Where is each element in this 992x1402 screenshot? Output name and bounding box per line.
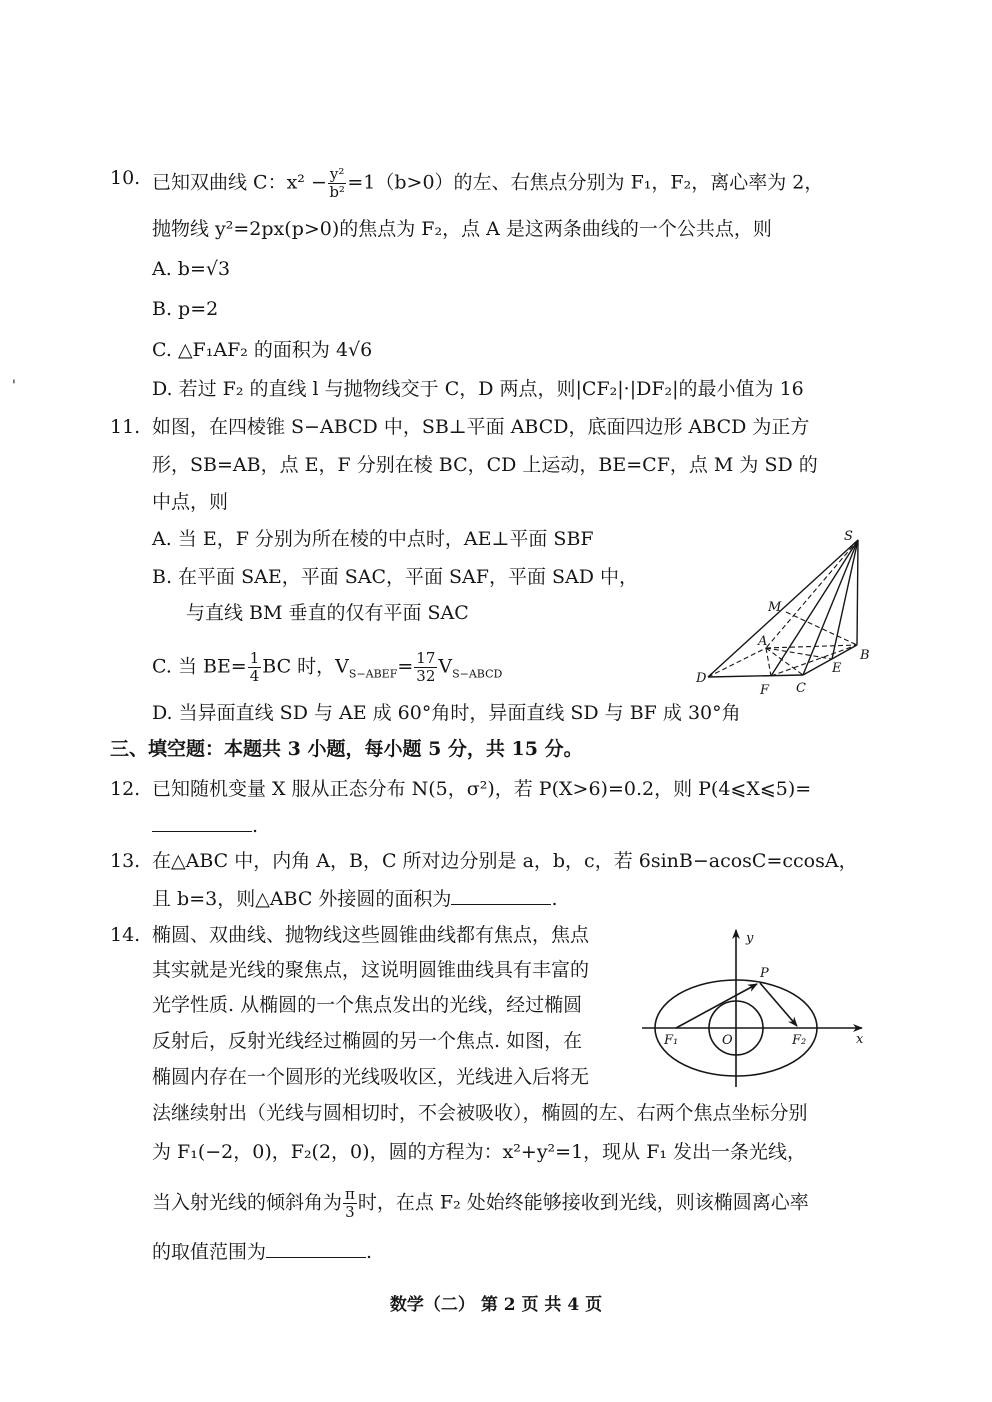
question-stem-line: 其实就是光线的聚焦点，这说明圆锥曲线具有丰富的 [152, 959, 590, 981]
period: . [551, 888, 558, 910]
option-b-continued: 与直线 BM 垂直的仅有平面 SAC [186, 602, 469, 624]
option-d: D. 若过 F₂ 的直线 l 与抛物线交于 C，D 两点，则|CF₂|·|DF₂|的最小值为 16 [152, 378, 804, 400]
subscript: S−ABEF [348, 667, 398, 681]
numerator: π [345, 1185, 355, 1203]
label-c: C [796, 681, 806, 696]
question-stem [152, 166, 823, 201]
question-stem-line: 在△ABC 中，内角 A，B，C 所对边分别是 a，b，c，若 6sinB−acosC=ccosA， [152, 850, 858, 872]
question-number: 10. [110, 167, 141, 189]
question-stem-line: 为 F₁(−2，0)，F₂(2，0)，圆的方程为：x²+y²=1，现从 F₁ 发出一条光线， [152, 1141, 807, 1163]
denominator: 32 [416, 667, 436, 685]
label-b: B [860, 648, 870, 663]
margin-mark: ' [12, 378, 16, 394]
label-s: S [844, 529, 853, 544]
question-stem-line: 椭圆、双曲线、抛物线这些圆锥曲线都有焦点，焦点 [152, 924, 590, 946]
text: 当入射光线的倾斜角为 [152, 1191, 343, 1214]
subscript: S−ABCD [452, 667, 503, 681]
fraction [248, 650, 262, 685]
question-stem-line [152, 886, 557, 911]
text: C. 当 BE= [152, 655, 247, 678]
label-p: P [760, 966, 769, 981]
numerator: 17 [416, 649, 436, 667]
option-b: B. p=2 [152, 298, 219, 320]
question-stem-line: 中点，则 [152, 491, 229, 513]
label-f2: F₂ [792, 1033, 807, 1048]
option-b: B. 在平面 SAE，平面 SAC，平面 SAF，平面 SAD 中， [152, 566, 639, 588]
option-a: A. 当 E，F 分别为所在棱的中点时，AE⊥平面 SBF [152, 528, 594, 550]
section-heading: 三、填空题：本题共 3 小题，每小题 5 分，共 15 分。 [110, 738, 583, 760]
question-stem-line: 形，SB=AB，点 E，F 分别在棱 BC，CD 上运动，BE=CF，点 M 为 SD 的 [152, 454, 818, 476]
fraction [328, 166, 347, 201]
question-stem-line [152, 1186, 809, 1221]
stem-text: =1（b>0）的左、右焦点分别为 F₁，F₂，离心率为 2， [347, 171, 824, 194]
fraction [343, 1186, 357, 1221]
label-f: F [760, 683, 770, 698]
question-stem-line [152, 1239, 372, 1264]
text: 的取值范围为 [152, 1241, 267, 1263]
denominator: b² [329, 183, 345, 201]
numerator: 1 [249, 649, 260, 667]
answer-blank[interactable] [266, 1239, 366, 1258]
label-y: y [746, 931, 754, 946]
question-stem-line: 反射后，反射光线经过椭圆的另一个焦点. 如图，在 [152, 1030, 583, 1052]
option-a: A. b=√3 [152, 258, 231, 280]
label-f1: F₁ [664, 1033, 679, 1048]
text: 时，在点 F₂ 处始终能够接收到光线，则该椭圆离心率 [357, 1191, 809, 1214]
period: . [366, 1241, 373, 1263]
text: 且 b=3，则△ABC 外接圆的面积为 [152, 888, 452, 910]
text: V [438, 655, 453, 678]
label-d: D [696, 671, 707, 686]
text: = [397, 655, 414, 678]
question-stem-line: 光学性质. 从椭圆的一个焦点发出的光线，经过椭圆 [152, 994, 583, 1016]
question-stem-line: 抛物线 y²=2px(p>0)的焦点为 F₂，点 A 是这两条曲线的一个公共点，则 [152, 218, 772, 240]
label-x: x [856, 1032, 864, 1047]
option-d: D. 当异面直线 SD 与 AE 成 60°角时，异面直线 SD 与 BF 成 30°角 [152, 702, 741, 724]
page-footer: 数学（二） 第 2 页 共 4 页 [389, 1295, 603, 1315]
label-o: O [722, 1033, 733, 1048]
question-number: 13. [110, 850, 141, 872]
question-number: 12. [110, 778, 141, 800]
text: BC 时，V [262, 655, 349, 678]
question-stem-line: 如图，在四棱锥 S−ABCD 中，SB⊥平面 ABCD，底面四边形 ABCD 为正方 [152, 416, 810, 438]
stem-text: 已知双曲线 C：x² − [152, 171, 327, 194]
question-number: 14. [110, 924, 141, 946]
answer-blank[interactable] [451, 886, 551, 905]
answer-line [152, 813, 258, 838]
question-number: 11. [110, 416, 141, 438]
label-e: E [832, 661, 842, 676]
label-a: A [758, 634, 768, 649]
question-stem-line: 法继续射出（光线与圆相切时，不会被吸收），椭圆的左、右两个焦点坐标分别 [152, 1102, 808, 1124]
answer-blank[interactable] [152, 813, 252, 832]
period: . [252, 815, 259, 837]
question-stem: 已知随机变量 X 服从正态分布 N(5，σ²)，若 P(X>6)=0.2，则 P(4⩽X⩽5)= [152, 778, 812, 800]
option-c: C. △F₁AF₂ 的面积为 4√6 [152, 339, 373, 361]
label-m: M [768, 600, 782, 615]
denominator: 3 [345, 1203, 355, 1221]
denominator: 4 [249, 667, 260, 685]
fraction [414, 650, 437, 685]
question-stem-line: 椭圆内存在一个圆形的光线吸收区，光线进入后将无 [152, 1066, 590, 1088]
option-c [152, 650, 502, 686]
numerator: y² [329, 165, 345, 183]
